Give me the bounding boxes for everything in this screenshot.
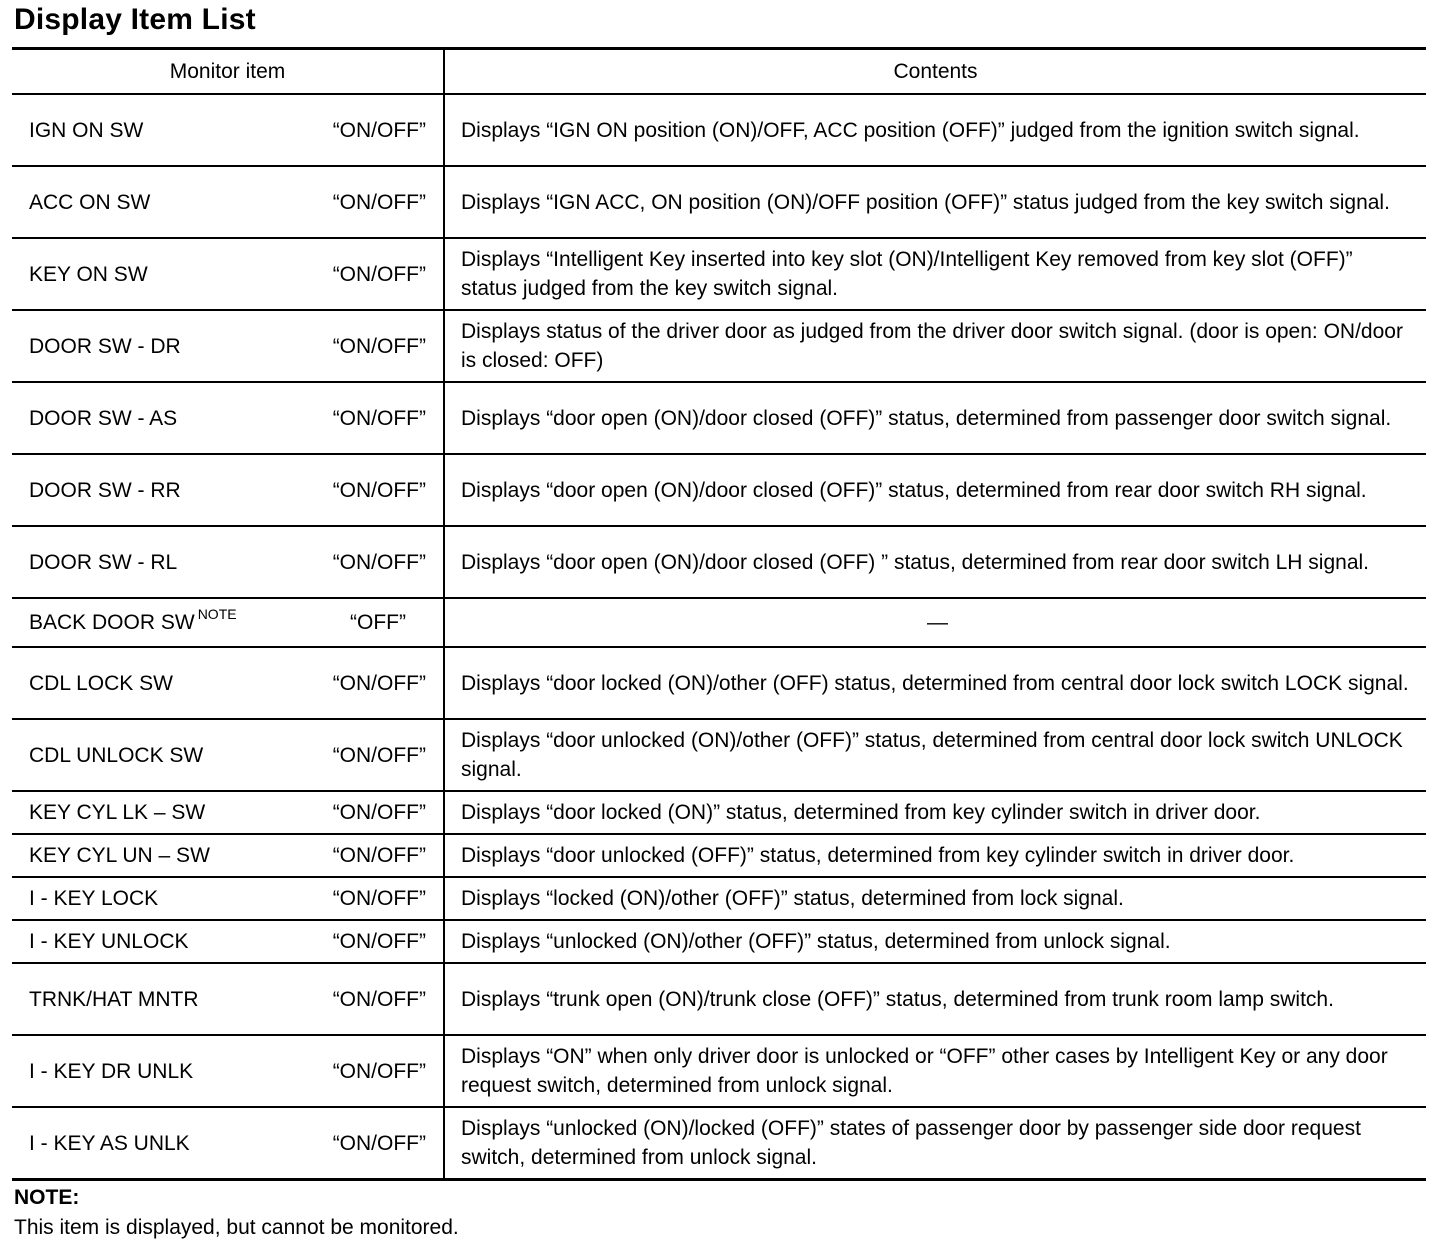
table-row xyxy=(12,877,1426,920)
table-row xyxy=(12,834,1426,877)
contents-cell: Displays “IGN ON position (ON)/OFF, ACC position (OFF)” judged from the ignition switch signal. xyxy=(444,94,1426,166)
monitor-item-name: ACC ON SW xyxy=(29,190,151,214)
monitor-item-value: “ON/OFF” xyxy=(332,550,426,574)
monitor-item-value: “ON/OFF” xyxy=(332,887,426,910)
contents-cell: Displays status of the driver door as judged from the driver door switch signal. (door is open: ON/door is closed: OFF) xyxy=(444,310,1426,382)
table-row xyxy=(12,382,1426,454)
contents-cell: Displays “door open (ON)/door closed (OFF)” status, determined from rear door switch RH signal. xyxy=(444,454,1426,526)
monitor-item-value: “ON/OFF” xyxy=(332,478,426,502)
monitor-item-value: “ON/OFF” xyxy=(332,118,426,142)
monitor-item-value: “ON/OFF” xyxy=(332,1131,426,1155)
monitor-item-cell xyxy=(12,834,444,877)
table-row xyxy=(12,647,1426,719)
monitor-item-name: I - KEY LOCK xyxy=(29,887,159,910)
contents-cell: Displays “door locked (ON)” status, determined from key cylinder switch in driver door. xyxy=(444,791,1426,834)
table-row xyxy=(12,920,1426,963)
monitor-item-name: I - KEY DR UNLK xyxy=(29,1059,194,1083)
table-row xyxy=(12,719,1426,791)
header-monitor-item: Monitor item xyxy=(12,49,444,95)
table-row xyxy=(12,238,1426,310)
monitor-item-value: “ON/OFF” xyxy=(332,406,426,430)
monitor-item-name: CDL UNLOCK SW xyxy=(29,743,204,767)
monitor-item-name: I - KEY UNLOCK xyxy=(29,930,189,953)
monitor-item-value: “ON/OFF” xyxy=(332,930,426,953)
monitor-item-value: “ON/OFF” xyxy=(332,801,426,824)
contents-cell: Displays “door unlocked (ON)/other (OFF)” status, determined from central door lock switch UNLOCK signal. xyxy=(444,719,1426,791)
contents-cell: Displays “unlocked (ON)/locked (OFF)” states of passenger door by passenger side door request switch, determined from unlock signal. xyxy=(461,1117,1361,1169)
monitor-item-cell xyxy=(12,526,444,598)
table-row xyxy=(12,1107,1426,1180)
monitor-item-name: DOOR SW - AS xyxy=(29,406,178,430)
monitor-item-value: “ON/OFF” xyxy=(332,671,426,695)
note-superscript: NOTE xyxy=(197,606,237,622)
monitor-item-name: KEY CYL UN – SW xyxy=(29,844,210,867)
table-row xyxy=(12,310,1426,382)
contents-cell: Displays “door locked (ON)/other (OFF) status, determined from central door lock switch LOCK signal. xyxy=(444,647,1426,719)
monitor-item-cell xyxy=(12,310,444,382)
monitor-item-cell xyxy=(12,238,444,310)
monitor-item-cell xyxy=(12,166,444,238)
table-row xyxy=(12,166,1426,238)
table-header-row xyxy=(12,49,1426,95)
contents-cell: Displays “Intelligent Key inserted into key slot (ON)/Intelligent Key removed from key slot (OFF)” status judged from the key switch signal. xyxy=(444,238,1426,310)
display-item-table xyxy=(12,47,1426,1181)
monitor-item-cell xyxy=(12,94,444,166)
monitor-item-cell xyxy=(12,963,444,1035)
contents-cell: Displays “trunk open (ON)/trunk close (OFF)” status, determined from trunk room lamp switch. xyxy=(444,963,1426,1035)
monitor-item-name: BACK DOOR SW xyxy=(29,611,195,634)
table-row xyxy=(12,526,1426,598)
header-contents: Contents xyxy=(444,49,1426,95)
note-heading: NOTE: xyxy=(14,1186,80,1209)
monitor-item-name: DOOR SW - DR xyxy=(29,334,181,358)
table-row xyxy=(12,963,1426,1035)
monitor-item-value: “OFF” xyxy=(350,611,406,634)
table-row xyxy=(12,598,1426,647)
contents-cell: Displays “ON” when only driver door is unlocked or “OFF” other cases by Intelligent Key or any door request switch, determined from unlock signal. xyxy=(444,1035,1426,1107)
monitor-item-name: KEY ON SW xyxy=(29,262,148,286)
monitor-item-name: KEY CYL LK – SW xyxy=(29,801,206,824)
contents-cell: Displays “door open (ON)/door closed (OFF)” status, determined from passenger door switch signal. xyxy=(444,382,1426,454)
page-title: Display Item List xyxy=(14,3,256,36)
monitor-item-cell xyxy=(12,382,444,454)
monitor-item-cell xyxy=(12,647,444,719)
monitor-item-value: “ON/OFF” xyxy=(332,743,426,767)
monitor-item-name: CDL LOCK SW xyxy=(29,671,173,695)
monitor-item-value: “ON/OFF” xyxy=(332,262,426,286)
monitor-item-name: I - KEY AS UNLK xyxy=(29,1131,190,1155)
contents-cell: Displays “door open (ON)/door closed (OFF) ” status, determined from rear door switch LH signal. xyxy=(444,526,1426,598)
monitor-item-value: “ON/OFF” xyxy=(332,844,426,867)
monitor-item-value: “ON/OFF” xyxy=(332,190,426,214)
monitor-item-name: DOOR SW - RR xyxy=(29,478,181,502)
monitor-item-cell xyxy=(12,1035,444,1107)
monitor-item-name: TRNK/HAT MNTR xyxy=(29,987,199,1011)
monitor-item-cell xyxy=(12,598,444,647)
table-row xyxy=(12,1035,1426,1107)
monitor-item-name: DOOR SW - RL xyxy=(29,550,178,574)
monitor-item-cell xyxy=(12,877,444,920)
monitor-item-value: “ON/OFF” xyxy=(332,1059,426,1083)
monitor-item-cell xyxy=(12,1107,444,1180)
monitor-item-value: “ON/OFF” xyxy=(332,987,426,1011)
table-row xyxy=(12,791,1426,834)
contents-cell: Displays “locked (ON)/other (OFF)” status, determined from lock signal. xyxy=(444,877,1426,920)
monitor-item-value: “ON/OFF” xyxy=(332,334,426,358)
monitor-item-cell xyxy=(12,791,444,834)
monitor-item-cell xyxy=(12,920,444,963)
monitor-item-name: IGN ON SW xyxy=(29,118,144,142)
contents-cell: — xyxy=(444,598,1426,647)
note-text: This item is displayed, but cannot be monitored. xyxy=(14,1216,459,1239)
table-row xyxy=(12,94,1426,166)
contents-cell: Displays “door unlocked (OFF)” status, determined from key cylinder switch in driver door. xyxy=(444,834,1426,877)
table-row xyxy=(12,454,1426,526)
contents-cell: Displays “unlocked (ON)/other (OFF)” status, determined from unlock signal. xyxy=(444,920,1426,963)
monitor-item-cell xyxy=(12,719,444,791)
contents-cell: Displays “IGN ACC, ON position (ON)/OFF position (OFF)” status judged from the key switch signal. xyxy=(444,166,1426,238)
monitor-item-cell xyxy=(12,454,444,526)
